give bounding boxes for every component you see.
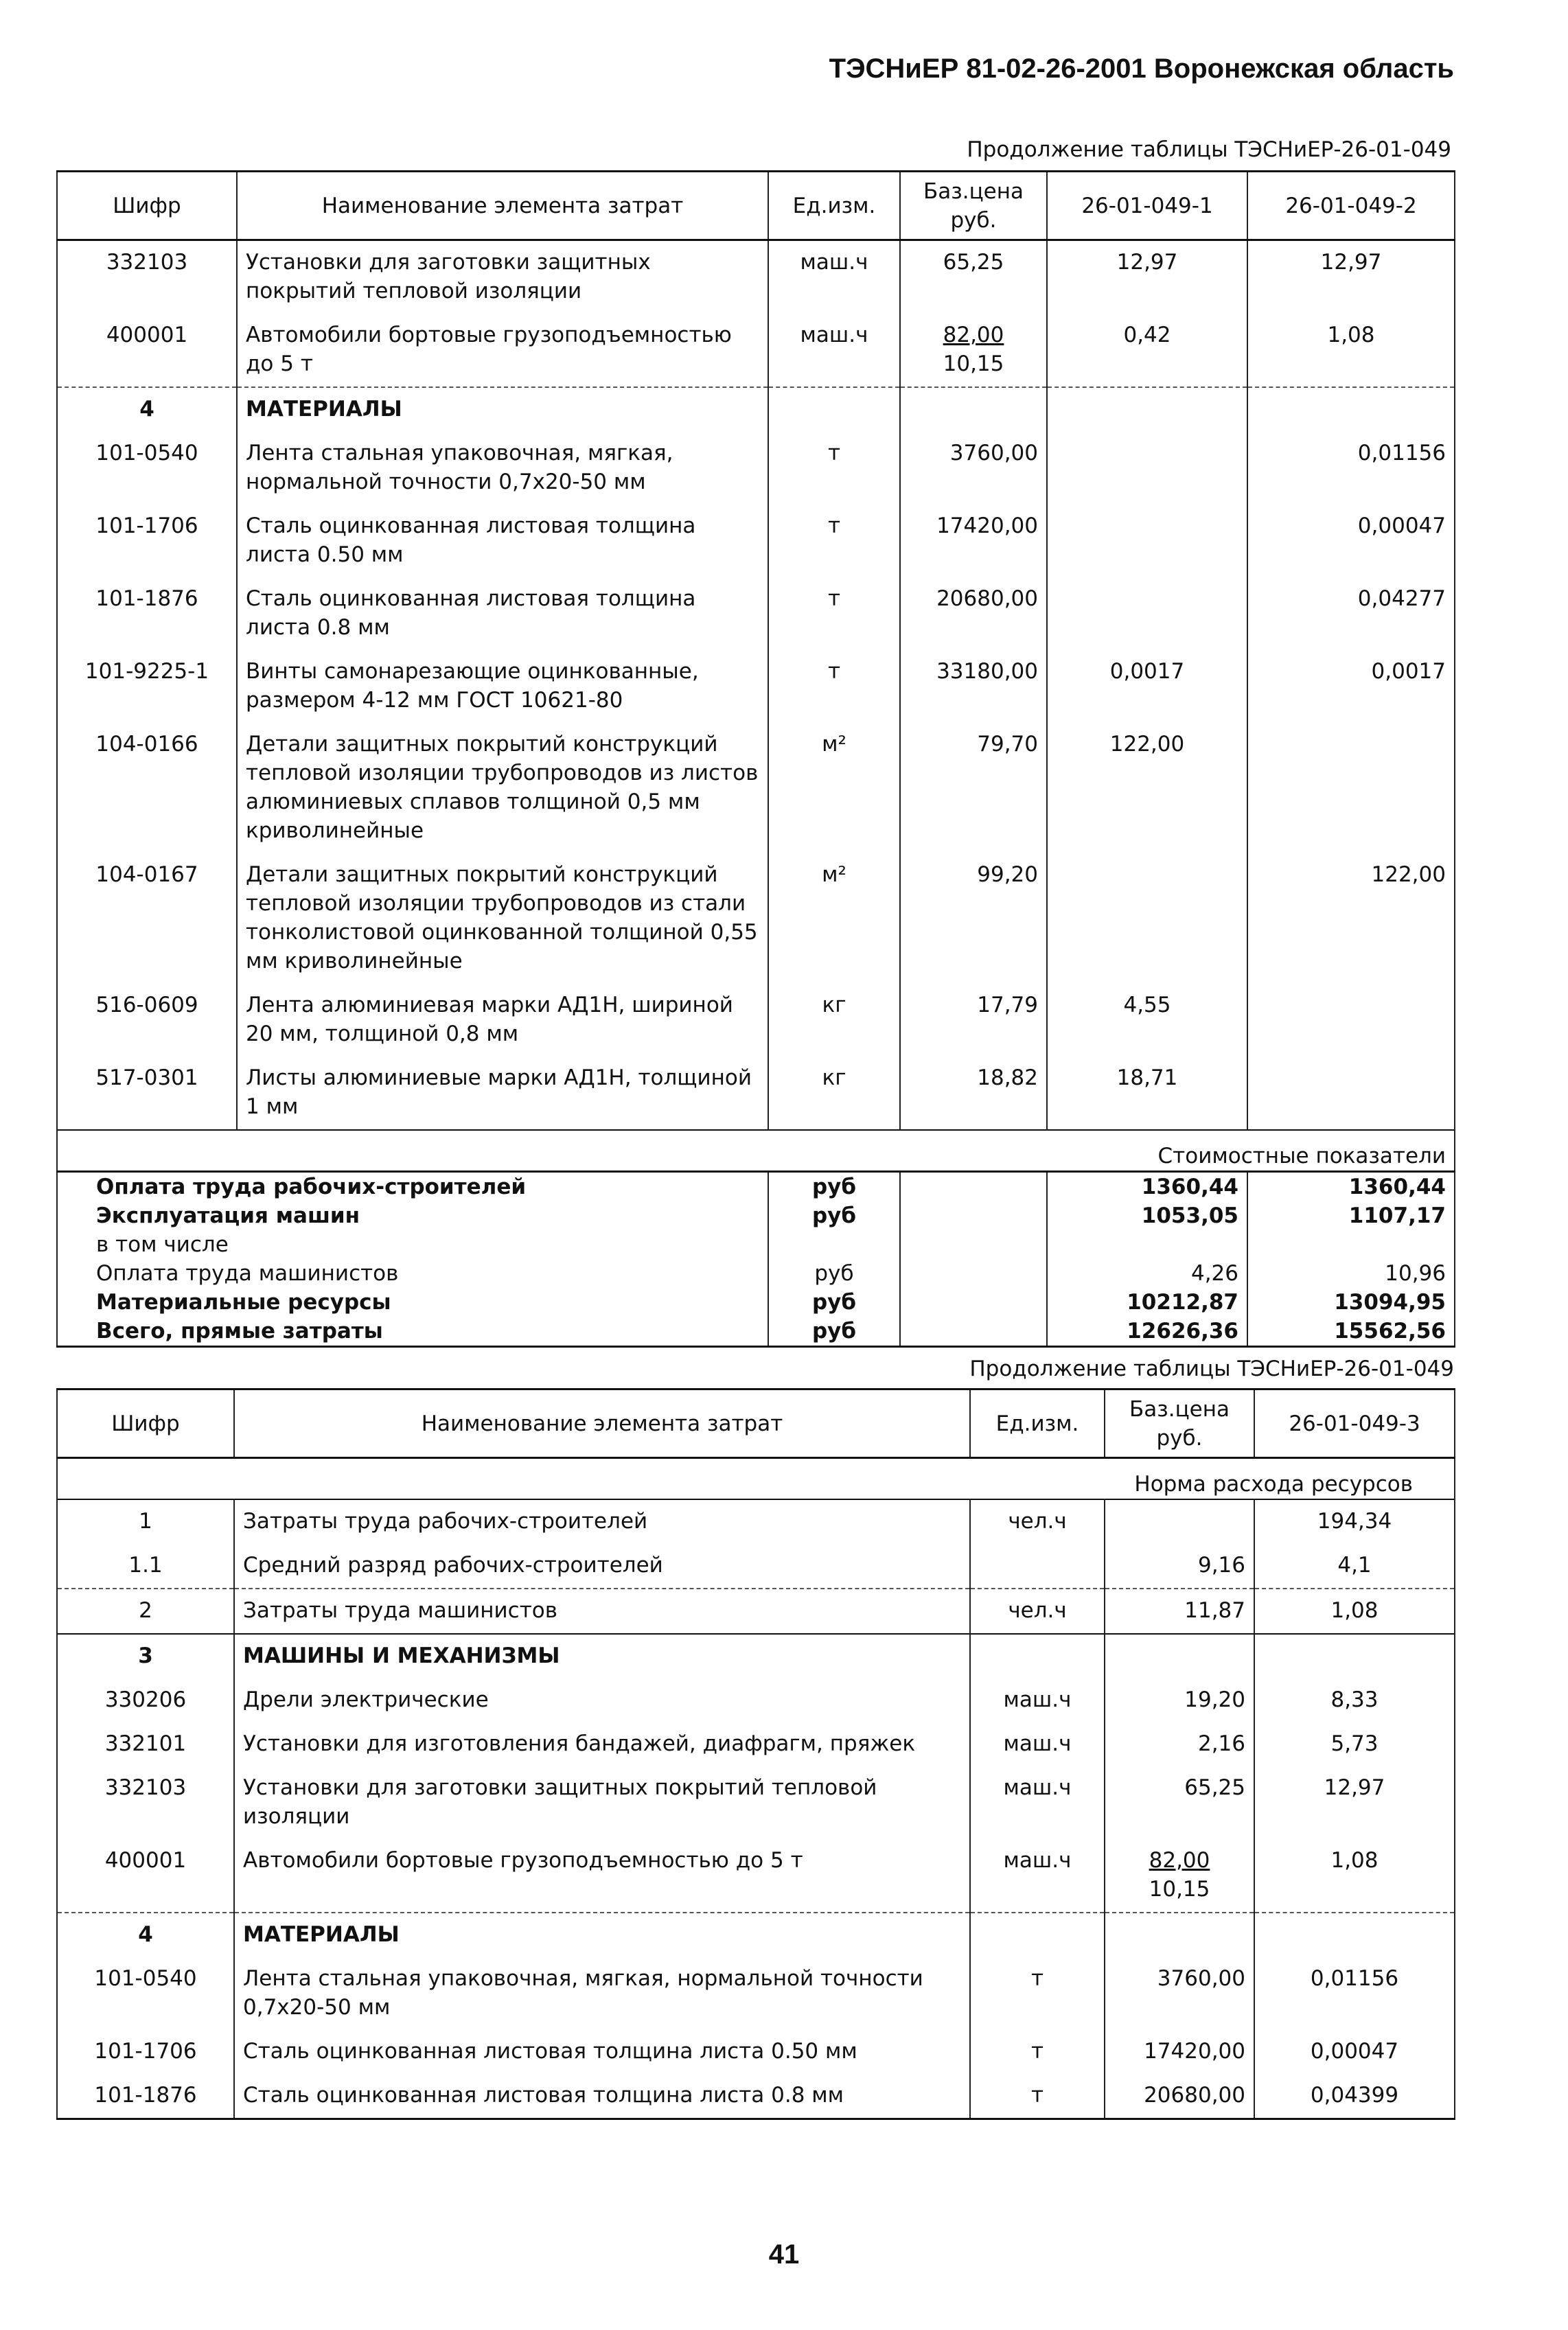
t2-cell-v1: 5,73 bbox=[1254, 1722, 1455, 1766]
t1-cell-v1: 12,97 bbox=[1047, 240, 1247, 314]
table-row bbox=[57, 1957, 1455, 2030]
t1-cell-v1: 122,00 bbox=[1047, 723, 1247, 853]
t2-cell-code: 400001 bbox=[57, 1839, 234, 1913]
section-row bbox=[57, 387, 1455, 432]
t1-cell-code: 104-0166 bbox=[57, 723, 237, 853]
t1-cell-code: 101-9225-1 bbox=[57, 650, 237, 723]
page-number: 41 bbox=[768, 2239, 800, 2270]
table-row bbox=[57, 984, 1455, 1057]
t1-cell-unit: т bbox=[768, 432, 900, 505]
table-row bbox=[57, 2030, 1455, 2074]
t2-cell-price: 2,16 bbox=[1105, 1722, 1254, 1766]
t1-cell-price: 20680,00 bbox=[900, 577, 1047, 650]
t1-cell-v2: 0,00047 bbox=[1247, 505, 1455, 577]
t1-cell-code: 101-0540 bbox=[57, 432, 237, 505]
t1-head-price: Баз.цена руб. bbox=[900, 172, 1047, 240]
t1-cell-price: 18,82 bbox=[900, 1057, 1047, 1130]
summary-empty bbox=[900, 1317, 1047, 1347]
summary-unit: руб bbox=[768, 1171, 900, 1201]
summary-unit: руб bbox=[768, 1317, 900, 1347]
t1-price-underlined: 82,00 bbox=[943, 323, 1004, 347]
summary-name: Оплата труда машинистов bbox=[57, 1259, 768, 1288]
t1-head-code: Шифр bbox=[57, 172, 237, 240]
t2-cell-name: Затраты труда рабочих-строителей bbox=[234, 1499, 970, 1544]
table-row bbox=[57, 650, 1455, 723]
t1-cell-name: Сталь оцинкованная листовая толщина листа 0.50 мм bbox=[237, 505, 768, 577]
table-row bbox=[57, 577, 1455, 650]
t1-cell-v1: 18,71 bbox=[1047, 1057, 1247, 1130]
section-row bbox=[57, 1634, 1455, 1679]
summary-unit: руб bbox=[768, 1288, 900, 1317]
cost-indicators-label: Стоимостные показатели bbox=[57, 1130, 1455, 1171]
table-row bbox=[57, 1839, 1455, 1913]
section-number: 4 bbox=[57, 387, 237, 432]
t2-cell-code: 332103 bbox=[57, 1766, 234, 1839]
table-row bbox=[57, 1679, 1455, 1722]
t1-cell-v2: 0,01156 bbox=[1247, 432, 1455, 505]
t2-cell-price: 11,87 bbox=[1105, 1589, 1254, 1634]
table-row bbox=[57, 853, 1455, 984]
t2-cell-price: 9,16 bbox=[1105, 1544, 1254, 1589]
table-row bbox=[57, 1499, 1455, 1544]
t2-cell-v1: 1,08 bbox=[1254, 1839, 1455, 1913]
summary-v2: 1360,44 bbox=[1247, 1171, 1455, 1201]
section-title: МАТЕРИАЛЫ bbox=[234, 1913, 970, 1957]
t1-head-name: Наименование элемента затрат bbox=[237, 172, 768, 240]
t1-cell-v1 bbox=[1047, 505, 1247, 577]
t2-cell-unit: маш.ч bbox=[970, 1679, 1105, 1722]
t1-cell-name: Лента алюминиевая марки АД1Н, шириной 20 мм, толщиной 0,8 мм bbox=[237, 984, 768, 1057]
t1-cell-name: Автомобили бортовые грузоподъемностью до 5 т bbox=[237, 314, 768, 387]
table-row bbox=[57, 1766, 1455, 1839]
t2-cell-unit: т bbox=[970, 2030, 1105, 2074]
table-row bbox=[57, 1589, 1455, 1634]
t1-cell-v2 bbox=[1247, 984, 1455, 1057]
table-row bbox=[57, 1722, 1455, 1766]
table-row bbox=[57, 314, 1455, 387]
summary-name: в том числе bbox=[57, 1230, 768, 1259]
t2-cell-name: Лента стальная упаковочная, мягкая, нормальной точности 0,7х20-50 мм bbox=[234, 1957, 970, 2030]
t2-cell-unit: т bbox=[970, 2074, 1105, 2119]
t1-cell-price: 99,20 bbox=[900, 853, 1047, 984]
section-number: 3 bbox=[57, 1634, 234, 1679]
document-title: ТЭСНиЕР 81-02-26-2001 Воронежская область bbox=[829, 54, 1454, 84]
t1-cell-code: 400001 bbox=[57, 314, 237, 387]
t1-cell-price: 33180,00 bbox=[900, 650, 1047, 723]
t2-cell-v1: 12,97 bbox=[1254, 1766, 1455, 1839]
section-number: 4 bbox=[57, 1913, 234, 1957]
t2-cell-code: 1.1 bbox=[57, 1544, 234, 1589]
t2-cell-code: 101-1876 bbox=[57, 2074, 234, 2119]
t2-cell-name: Сталь оцинкованная листовая толщина листа 0.50 мм bbox=[234, 2030, 970, 2074]
table2-caption: Продолжение таблицы ТЭСНиЕР-26-01-049 bbox=[969, 1357, 1454, 1381]
t1-cell-unit: т bbox=[768, 505, 900, 577]
summary-row bbox=[57, 1201, 1455, 1230]
t1-cell-v2: 12,97 bbox=[1247, 240, 1455, 314]
summary-v1: 1360,44 bbox=[1047, 1171, 1247, 1201]
table-row bbox=[57, 1544, 1455, 1589]
t1-cell-unit: маш.ч bbox=[768, 314, 900, 387]
t2-cell-unit: маш.ч bbox=[970, 1839, 1105, 1913]
summary-v2: 10,96 bbox=[1247, 1259, 1455, 1288]
t1-cell-v2: 0,0017 bbox=[1247, 650, 1455, 723]
t2-price-underlined: 82,00 bbox=[1149, 1847, 1210, 1873]
t2-cell-unit: т bbox=[970, 1957, 1105, 2030]
t2-cell-v1: 4,1 bbox=[1254, 1544, 1455, 1589]
t1-cell-code: 101-1706 bbox=[57, 505, 237, 577]
table-row bbox=[57, 505, 1455, 577]
summary-empty bbox=[900, 1259, 1047, 1288]
t2-cell-code: 1 bbox=[57, 1499, 234, 1544]
t1-cell-code: 516-0609 bbox=[57, 984, 237, 1057]
t2-cell-name: Установки для изготовления бандажей, диафрагм, пряжек bbox=[234, 1722, 970, 1766]
t1-cell-code: 101-1876 bbox=[57, 577, 237, 650]
t2-cell-v1: 1,08 bbox=[1254, 1589, 1455, 1634]
t1-head-unit: Ед.изм. bbox=[768, 172, 900, 240]
summary-v1: 10212,87 bbox=[1047, 1288, 1247, 1317]
summary-empty bbox=[900, 1171, 1047, 1201]
t1-cell-price: 17,79 bbox=[900, 984, 1047, 1057]
summary-unit bbox=[768, 1230, 900, 1259]
t1-cell-name: Детали защитных покрытий конструкций тепловой изоляции трубопроводов из листов алюминиевых сплавов толщиной 0,5 мм криволинейные bbox=[237, 723, 768, 853]
summary-row bbox=[57, 1288, 1455, 1317]
t1-cell-name: Сталь оцинкованная листовая толщина листа 0.8 мм bbox=[237, 577, 768, 650]
summary-empty bbox=[900, 1288, 1047, 1317]
summary-v1: 1053,05 bbox=[1047, 1201, 1247, 1230]
t2-head-unit: Ед.изм. bbox=[970, 1389, 1105, 1458]
summary-unit: руб bbox=[768, 1201, 900, 1230]
t2-cell-v1: 0,00047 bbox=[1254, 2030, 1455, 2074]
summary-unit: руб bbox=[768, 1259, 900, 1288]
t2-head-price: Баз.цена руб. bbox=[1105, 1389, 1254, 1458]
t2-cell-name: Средний разряд рабочих-строителей bbox=[234, 1544, 970, 1589]
t1-cell-v2: 1,08 bbox=[1247, 314, 1455, 387]
summary-row bbox=[57, 1171, 1455, 1201]
summary-name: Оплата труда рабочих-строителей bbox=[57, 1171, 768, 1201]
summary-v2: 1107,17 bbox=[1247, 1201, 1455, 1230]
summary-name: Материальные ресурсы bbox=[57, 1288, 768, 1317]
summary-name: Эксплуатация машин bbox=[57, 1201, 768, 1230]
t2-cell-price: 20680,00 bbox=[1105, 2074, 1254, 2119]
t2-cell-name: Автомобили бортовые грузоподъемностью до 5 т bbox=[234, 1839, 970, 1913]
t2-head-col1: 26-01-049-3 bbox=[1254, 1389, 1455, 1458]
t1-cell-v1: 0,0017 bbox=[1047, 650, 1247, 723]
summary-row bbox=[57, 1317, 1455, 1347]
t1-cell-v1 bbox=[1047, 577, 1247, 650]
t2-price-second: 10,15 bbox=[1149, 1876, 1210, 1902]
section-title: МАШИНЫ И МЕХАНИЗМЫ bbox=[234, 1634, 970, 1679]
t2-cell-v1: 8,33 bbox=[1254, 1679, 1455, 1722]
summary-empty bbox=[900, 1201, 1047, 1230]
summary-row bbox=[57, 1259, 1455, 1288]
t2-cell-code: 101-1706 bbox=[57, 2030, 234, 2074]
t1-cell-name: Установки для заготовки защитных покрытий тепловой изоляции bbox=[237, 240, 768, 314]
t1-cell-price bbox=[900, 314, 1047, 387]
table-row bbox=[57, 723, 1455, 853]
summary-v1 bbox=[1047, 1230, 1247, 1259]
t2-cell-unit bbox=[970, 1544, 1105, 1589]
summary-v1: 12626,36 bbox=[1047, 1317, 1247, 1347]
t1-cell-unit: т bbox=[768, 650, 900, 723]
t2-cell-name: Установки для заготовки защитных покрытий тепловой изоляции bbox=[234, 1766, 970, 1839]
t1-cell-v2 bbox=[1247, 723, 1455, 853]
t1-head-col1: 26-01-049-1 bbox=[1047, 172, 1247, 240]
norm-label: Норма расхода ресурсов bbox=[57, 1458, 1455, 1499]
t2-cell-price: 17420,00 bbox=[1105, 2030, 1254, 2074]
t1-cell-v1: 4,55 bbox=[1047, 984, 1247, 1057]
t2-cell-unit: чел.ч bbox=[970, 1589, 1105, 1634]
t2-cell-v1: 0,04399 bbox=[1254, 2074, 1455, 2119]
t1-cell-v1 bbox=[1047, 853, 1247, 984]
t1-cell-v1 bbox=[1047, 432, 1247, 505]
t1-cell-price: 3760,00 bbox=[900, 432, 1047, 505]
t2-cell-price: 3760,00 bbox=[1105, 1957, 1254, 2030]
t2-cell-price: 65,25 bbox=[1105, 1766, 1254, 1839]
section-title: МАТЕРИАЛЫ bbox=[237, 387, 768, 432]
t2-cell-unit: чел.ч bbox=[970, 1499, 1105, 1544]
t1-cell-unit: т bbox=[768, 577, 900, 650]
t1-cell-name: Лента стальная упаковочная, мягкая, нормальной точности 0,7х20-50 мм bbox=[237, 432, 768, 505]
t2-head-name: Наименование элемента затрат bbox=[234, 1389, 970, 1458]
t1-cell-v2: 0,04277 bbox=[1247, 577, 1455, 650]
t1-cell-v2 bbox=[1247, 1057, 1455, 1130]
t1-cell-name: Детали защитных покрытий конструкций тепловой изоляции трубопроводов из стали тонколистовой оцинкованной толщиной 0,55 мм криволинейные bbox=[237, 853, 768, 984]
t1-price-second: 10,15 bbox=[943, 351, 1004, 376]
table1 bbox=[56, 170, 1455, 1348]
summary-name: Всего, прямые затраты bbox=[57, 1317, 768, 1347]
t1-cell-price: 65,25 bbox=[900, 240, 1047, 314]
t1-cell-unit: кг bbox=[768, 1057, 900, 1130]
table-row bbox=[57, 240, 1455, 314]
table-row bbox=[57, 1057, 1455, 1130]
t1-head-col2: 26-01-049-2 bbox=[1247, 172, 1455, 240]
summary-empty bbox=[900, 1230, 1047, 1259]
t1-cell-name: Винты самонарезающие оцинкованные, размером 4-12 мм ГОСТ 10621-80 bbox=[237, 650, 768, 723]
table-row bbox=[57, 2074, 1455, 2119]
t1-cell-code: 332103 bbox=[57, 240, 237, 314]
t1-cell-code: 104-0167 bbox=[57, 853, 237, 984]
table-row bbox=[57, 432, 1455, 505]
t2-cell-unit: маш.ч bbox=[970, 1766, 1105, 1839]
section-row bbox=[57, 1913, 1455, 1957]
t2-cell-code: 2 bbox=[57, 1589, 234, 1634]
summary-v2: 15562,56 bbox=[1247, 1317, 1455, 1347]
t2-cell-price bbox=[1105, 1839, 1254, 1913]
t1-cell-unit: м² bbox=[768, 853, 900, 984]
t2-cell-code: 101-0540 bbox=[57, 1957, 234, 2030]
t2-cell-price bbox=[1105, 1499, 1254, 1544]
t2-cell-name: Дрели электрические bbox=[234, 1679, 970, 1722]
table1-caption: Продолжение таблицы ТЭСНиЕР-26-01-049 bbox=[967, 137, 1451, 162]
t1-cell-price: 17420,00 bbox=[900, 505, 1047, 577]
t1-cell-code: 517-0301 bbox=[57, 1057, 237, 1130]
t1-cell-unit: маш.ч bbox=[768, 240, 900, 314]
t1-cell-price: 79,70 bbox=[900, 723, 1047, 853]
t2-cell-code: 332101 bbox=[57, 1722, 234, 1766]
summary-v2: 13094,95 bbox=[1247, 1288, 1455, 1317]
t1-cell-name: Листы алюминиевые марки АД1Н, толщиной 1 мм bbox=[237, 1057, 768, 1130]
t2-head-code: Шифр bbox=[57, 1389, 234, 1458]
table2 bbox=[56, 1388, 1455, 2120]
summary-v1: 4,26 bbox=[1047, 1259, 1247, 1288]
t2-cell-unit: маш.ч bbox=[970, 1722, 1105, 1766]
t1-cell-v1: 0,42 bbox=[1047, 314, 1247, 387]
t1-cell-v2: 122,00 bbox=[1247, 853, 1455, 984]
t2-cell-name: Сталь оцинкованная листовая толщина листа 0.8 мм bbox=[234, 2074, 970, 2119]
t2-cell-price: 19,20 bbox=[1105, 1679, 1254, 1722]
t1-cell-unit: м² bbox=[768, 723, 900, 853]
t1-cell-unit: кг bbox=[768, 984, 900, 1057]
summary-v2 bbox=[1247, 1230, 1455, 1259]
t2-cell-name: Затраты труда машинистов bbox=[234, 1589, 970, 1634]
t2-cell-code: 330206 bbox=[57, 1679, 234, 1722]
summary-row bbox=[57, 1230, 1455, 1259]
t2-cell-v1: 0,01156 bbox=[1254, 1957, 1455, 2030]
t2-cell-v1: 194,34 bbox=[1254, 1499, 1455, 1544]
